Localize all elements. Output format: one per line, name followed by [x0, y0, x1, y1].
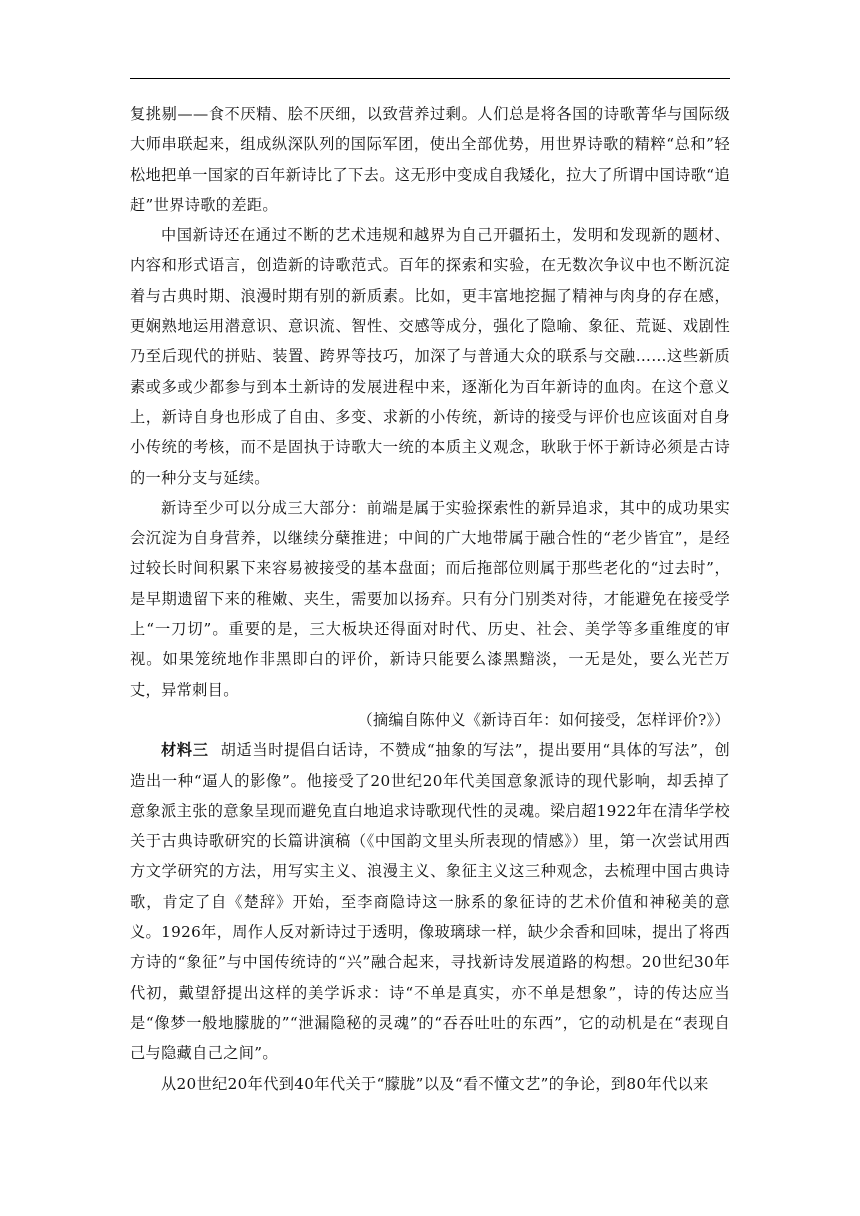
paragraph-new-poetry-exploration: 中国新诗还在通过不断的艺术违规和越界为自己开疆拓土，发明和发现新的题材、内容和形式语言，创造新的诗歌范式。百年的探索和实验，在无数次争议中也不断沉淀着与古典时期、浪漫时期有别的新质素。比如，更丰富地挖掘了精神与肉身的存在感，更娴熟地运用潜意识、意识流、智性、交感等成分，强化了隐喻、象征、荒诞、戏剧性乃至后现代的拼贴、装置、跨界等技巧，加深了与普通大众的联系与交融……这些新质素或多或少都参与到本土新诗的发展进程中来，逐渐化为百年新诗的血肉。在这个意义上，新诗自身也形成了自由、多变、求新的小传统，新诗的接受与评价也应该面对自身小传统的考核，而不是固执于诗歌大一统的本质主义观念，耿耿于怀于新诗必须是古诗的一种分支与延续。 — [130, 226, 730, 487]
paragraph-continuation: 复挑剔——食不厌精、脍不厌细，以致营养过剩。人们总是将各国的诗歌菁华与国际级大师串联起来，组成纵深队列的国际军团，使出全部优势，用世界诗歌的精粹“总和”轻松地把单一国家的百年新诗比了下去。这无形中变成自我矮化，拉大了所谓中国诗歌“追赶”世界诗歌的差距。 — [130, 105, 730, 214]
paragraph-three-parts: 新诗至少可以分成三大部分：前端是属于实验探索性的新异追求，其中的成功果实会沉淀为自身营养，以继续分蘖推进；中间的广大地带属于融合性的“老少皆宜”，是经过较长时间积累下来容易被接受的基本盘面；而后拖部位则属于那些老化的“过去时”，是早期遗留下来的稚嫩、夹生，需要加以扬弃。只有分门别类对待，才能避免在接受学上“一刀切”。重要的是，三大板块还得面对时代、历史、社会、美学等多重维度的审视。如果笼统地作非黑即白的评价，新诗只能要么漆黑黯淡，一无是处，要么光芒万丈，异常刺目。 — [130, 498, 730, 699]
material-three-text: 胡适当时提倡白话诗，不赞成“抽象的写法”，提出要用“具体的写法”，创造出一种“逼人的影像”。他接受了20世纪20年代美国意象派诗的现代影响，却丢掉了意象派主张的意象呈现而避免直白地追求诗歌现代性的灵魂。梁启超1922年在清华学校关于古典诗歌研究的长篇讲演稿（《中国韵文里头所表现的情感》）里，第一次尝试用西方文学研究的方法，用写实主义、浪漫主义、象征主义这三种观念，去梳理中国古典诗歌，肯定了自《楚辞》开始，至李商隐诗这一脉系的象征诗的艺术价值和神秘美的意义。1926年，周作人反对新诗过于透明，像玻璃球一样，缺少余香和回味，提出了将西方诗的“象征”与中国传统诗的“兴”融合起来，寻找新诗发展道路的构想。20世纪30年代初，戴望舒提出这样的美学诉求：诗“不单是真实，亦不单是想象”，诗的传达应当是“像梦一般地朦胧的”“泄漏隐秘的灵魂”的“吞吞吐吐的东西”，它的动机是在“表现自己与隐藏自己之间”。 — [130, 741, 730, 1063]
paragraph-last: 从20世纪20年代到40年代关于“朦胧”以及“看不懂文艺”的争论，到80年代以来 — [161, 1074, 709, 1093]
source-citation: （摘编自陈仲义《新诗百年：如何接受，怎样评价?》） — [357, 710, 730, 729]
paragraph-material-three — [130, 735, 730, 1068]
header-rule — [130, 78, 730, 79]
document-body — [130, 99, 730, 1099]
material-label: 材料三 — [161, 741, 209, 760]
